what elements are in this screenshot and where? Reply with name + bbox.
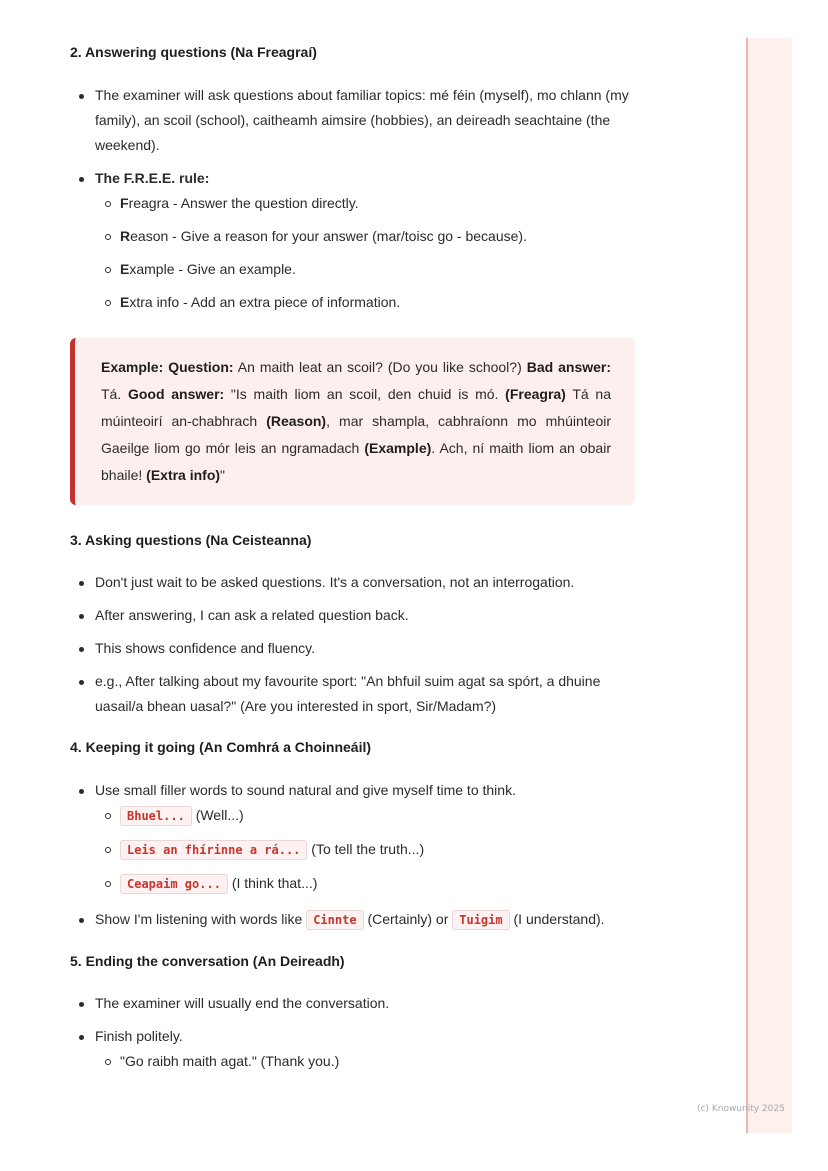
filler-list: [95, 803, 636, 897]
page-margin-strip: [746, 38, 792, 1133]
list-item-text: Finish politely.: [95, 1028, 183, 1044]
free-letter: E: [120, 294, 130, 310]
callout-label: Good answer:: [127, 386, 225, 402]
list-item: [95, 224, 636, 249]
filler-gloss: (I think that...): [231, 875, 318, 891]
free-letter: F: [120, 195, 129, 211]
section-5-heading: 5. Ending the conversation (An Deireadh): [70, 953, 345, 969]
callout-text: . Ach, ní maith liom an obair bhaile!: [101, 440, 611, 483]
listening-word-code: Cinnte: [306, 910, 363, 930]
listening-word-code: Tuigim: [452, 910, 509, 930]
list-item-text: (Certainly) or: [363, 911, 453, 927]
free-rule-title: The F.R.E.E. rule:: [95, 170, 210, 186]
list-item: After answering, I can ask a related question back.: [70, 603, 636, 628]
list-item-text: Show I'm listening with words like: [95, 911, 307, 927]
list-item-text: Use small filler words to sound natural and give myself time to think.: [95, 782, 516, 798]
free-rule-list: [95, 191, 636, 315]
list-item: This shows confidence and fluency.: [70, 636, 636, 661]
section-4-heading: 4. Keeping it going (An Comhrá a Choinneáil): [70, 739, 372, 755]
free-text: eason - Give a reason for your answer (mar/toisc go - because).: [130, 228, 527, 244]
section-3-heading: 3. Asking questions (Na Ceisteanna): [70, 532, 312, 548]
free-letter: R: [120, 228, 131, 244]
section-5-list: [70, 991, 636, 1074]
list-item: e.g., After talking about my favourite sport: "An bhfuil suim agat sa spórt, a dhuine uasail/a bhean uasal?" (Are you interested in sport, Sir/Madam?): [70, 669, 636, 719]
free-letter: E: [120, 261, 130, 277]
callout-label: Example:: [101, 359, 164, 375]
footer-copyright: (c) Knowunity 2025: [697, 1104, 785, 1114]
callout-text: "Is maith liom an scoil, den chuid is mó.: [224, 386, 506, 402]
section-4-list: [70, 778, 636, 933]
filler-gloss: (Well...): [195, 807, 244, 823]
filler-code: Leis an fhírinne a rá...: [120, 840, 307, 860]
callout-text: , mar shampla, cabhraíonn mo mhúinteoir Gaeilge liom go mór leis an ngramadach: [101, 413, 611, 456]
callout-text: An maith leat an scoil? (Do you like school?): [233, 359, 527, 375]
list-item-text: (I understand).: [509, 911, 605, 927]
list-item: [95, 257, 636, 282]
list-item: [70, 1024, 636, 1074]
filler-code: Bhuel...: [120, 806, 192, 826]
callout-tag: (Example): [364, 440, 432, 456]
section-3-list: [70, 570, 636, 719]
free-text: xtra info - Add an extra piece of information.: [129, 294, 401, 310]
callout-text: Tá na múinteoirí an-chabhrach: [101, 386, 611, 429]
callout-tag: (Extra info): [146, 467, 221, 483]
list-item: [70, 83, 636, 158]
list-item: [70, 907, 636, 933]
list-item: The examiner will usually end the conversation.: [70, 991, 636, 1016]
list-item-text: The examiner will ask questions about familiar topics: mé féin (myself), mo chlann (my family), an scoil (school), caitheamh aimsire (hobbies), an deireadh seachtaine (the weekend).: [95, 87, 629, 153]
callout-tag: (Freagra): [505, 386, 566, 402]
list-item: [95, 191, 636, 216]
list-item: [70, 778, 636, 897]
example-callout: [70, 338, 635, 505]
free-text: xample - Give an example.: [129, 261, 296, 277]
free-text: reagra - Answer the question directly.: [128, 195, 359, 211]
callout-text: Tá.: [101, 386, 128, 402]
list-item: [95, 290, 636, 315]
document-body: [70, 38, 636, 1074]
callout-label: Bad answer:: [526, 359, 612, 375]
list-item: [95, 871, 636, 897]
filler-gloss: (To tell the truth...): [311, 841, 425, 857]
list-item: [95, 803, 636, 829]
page-margin-line: [746, 38, 748, 1133]
callout-tag: (Reason): [266, 413, 327, 429]
ending-sub-list: [95, 1049, 636, 1074]
list-item: "Go raibh maith agat." (Thank you.): [95, 1049, 636, 1074]
callout-label: Question:: [168, 359, 234, 375]
list-item: Don't just wait to be asked questions. It's a conversation, not an interrogation.: [70, 570, 636, 595]
filler-code: Ceapaim go...: [120, 874, 228, 894]
section-2-heading: 2. Answering questions (Na Freagraí): [70, 44, 317, 60]
section-2-list: [70, 83, 636, 315]
list-item: [95, 837, 636, 863]
list-item: [70, 166, 636, 315]
callout-text: ": [220, 467, 226, 483]
